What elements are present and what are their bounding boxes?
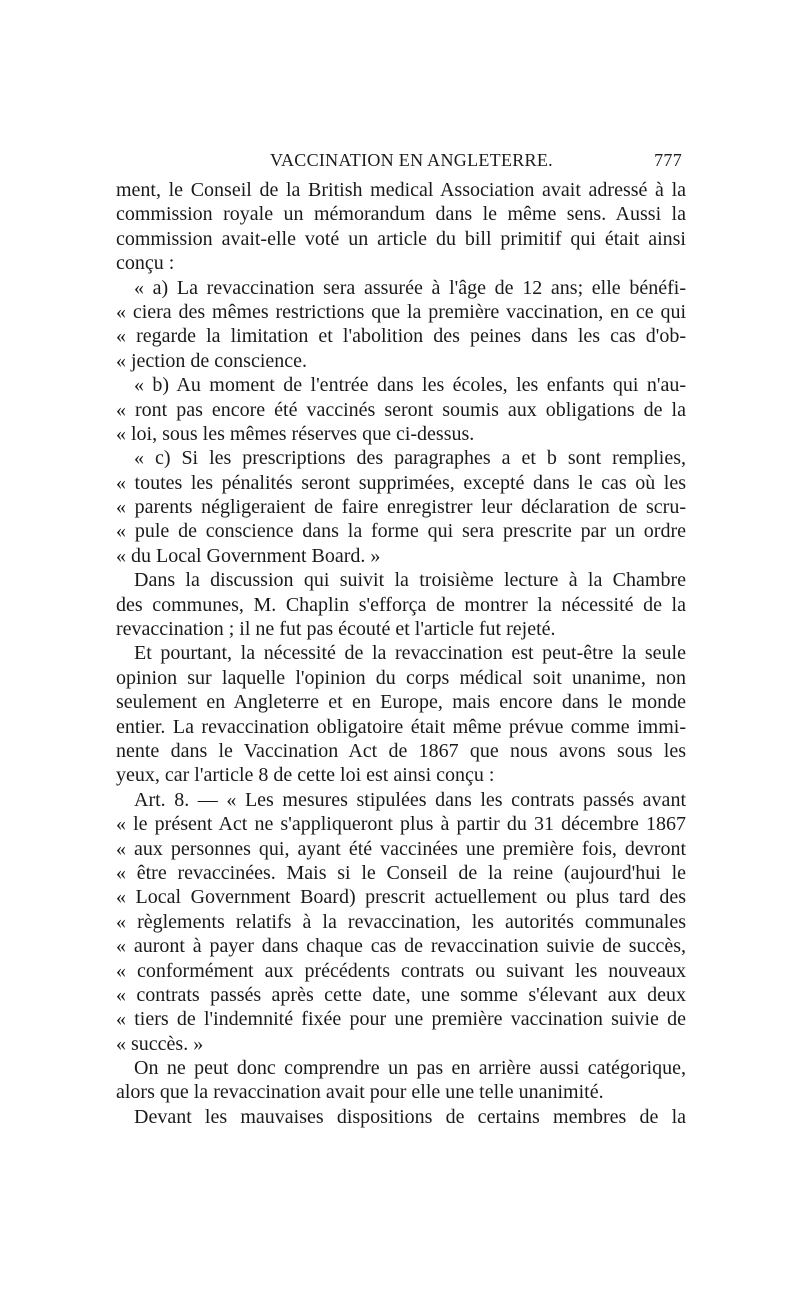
- text-line: commission avait-elle voté un article du bill primitif qui était ainsi: [116, 227, 686, 250]
- page-number: 777: [654, 150, 682, 170]
- quote-line: « loi, sous les mêmes réserves que ci-dessus.: [116, 422, 475, 445]
- quote-line: « Local Government Board) prescrit actuellement ou plus tard des: [116, 886, 686, 909]
- quote-line: « parents négligeraient de faire enregistrer leur déclaration de scru-: [116, 496, 686, 519]
- text-line: alors que la revaccination avait pour elle une telle unanimité.: [116, 1081, 604, 1104]
- quote-line: « contrats passés après cette date, une somme s'élevant aux deux: [116, 983, 686, 1006]
- quote-line: « auront à payer dans chaque cas de revaccination suivie de succès,: [116, 935, 686, 958]
- quote-line: « toutes les pénalités seront supprimées, excepté dans le cas où les: [116, 471, 686, 494]
- text-line: conçu :: [116, 252, 175, 275]
- quote-line: « le présent Act ne s'appliqueront plus à partir du 31 décembre 1867: [116, 813, 686, 836]
- quote-line: « du Local Government Board. »: [116, 544, 381, 567]
- quote-line: « être revaccinées. Mais si le Conseil de la reine (aujourd'hui le: [116, 861, 686, 884]
- quote-line: « a) La revaccination sera assurée à l'âge de 12 ans; elle bénéfi-: [134, 276, 686, 299]
- running-title: VACCINATION EN ANGLETERRE.: [270, 150, 553, 170]
- text-line: opinion sur laquelle l'opinion du corps médical soit unanime, non: [116, 666, 686, 689]
- quote-line: « conformément aux précédents contrats ou suivant les nouveaux: [116, 959, 686, 982]
- quote-line: « règlements relatifs à la revaccination, les autorités communales: [116, 910, 686, 933]
- text-line: entier. La revaccination obligatoire était même prévue comme immi-: [116, 715, 686, 738]
- quote-line: « tiers de l'indemnité fixée pour une première vaccination suivie de: [116, 1008, 686, 1031]
- text-line: yeux, car l'article 8 de cette loi est ainsi conçu :: [116, 764, 495, 787]
- text-line: seulement en Angleterre et en Europe, mais encore dans le monde: [116, 691, 686, 714]
- quote-line: « jection de conscience.: [116, 349, 308, 372]
- text-line: Et pourtant, la nécessité de la revaccination est peut-être la seule: [134, 642, 686, 665]
- quote-line: Art. 8. — « Les mesures stipulées dans les contrats passés avant: [134, 788, 686, 811]
- text-line: On ne peut donc comprendre un pas en arrière aussi catégorique,: [134, 1057, 686, 1080]
- text-line: ment, le Conseil de la British medical Association avait adressé à la: [116, 179, 686, 201]
- quote-line: « aux personnes qui, ayant été vaccinées une première fois, devront: [116, 837, 686, 860]
- quote-line: « c) Si les prescriptions des paragraphes a et b sont remplies,: [134, 447, 686, 470]
- text-line: Dans la discussion qui suivit la troisième lecture à la Chambre: [134, 569, 686, 592]
- text-line: nente dans le Vaccination Act de 1867 que nous avons sous les: [116, 739, 686, 762]
- running-header: [116, 150, 682, 176]
- quote-line: « regarde la limitation et l'abolition des peines dans les cas d'ob-: [116, 325, 686, 348]
- quote-line: « ciera des mêmes restrictions que la première vaccination, en ce qui: [116, 300, 686, 323]
- text-line: commission royale un mémorandum dans le même sens. Aussi la: [116, 203, 686, 226]
- page-body: [116, 178, 686, 1129]
- quote-line: « b) Au moment de l'entrée dans les écoles, les enfants qui n'au-: [134, 374, 686, 397]
- quote-line: « succès. »: [116, 1032, 204, 1055]
- quote-line: « pule de conscience dans la forme qui sera prescrite par un ordre: [116, 520, 686, 543]
- quote-line: « ront pas encore été vaccinés seront soumis aux obligations de la: [116, 398, 686, 421]
- text-line: Devant les mauvaises dispositions de certains membres de la: [134, 1105, 686, 1128]
- text-line: revaccination ; il ne fut pas écouté et l'article fut rejeté.: [116, 618, 556, 641]
- text-line: des communes, M. Chaplin s'efforça de montrer la nécessité de la: [116, 593, 686, 616]
